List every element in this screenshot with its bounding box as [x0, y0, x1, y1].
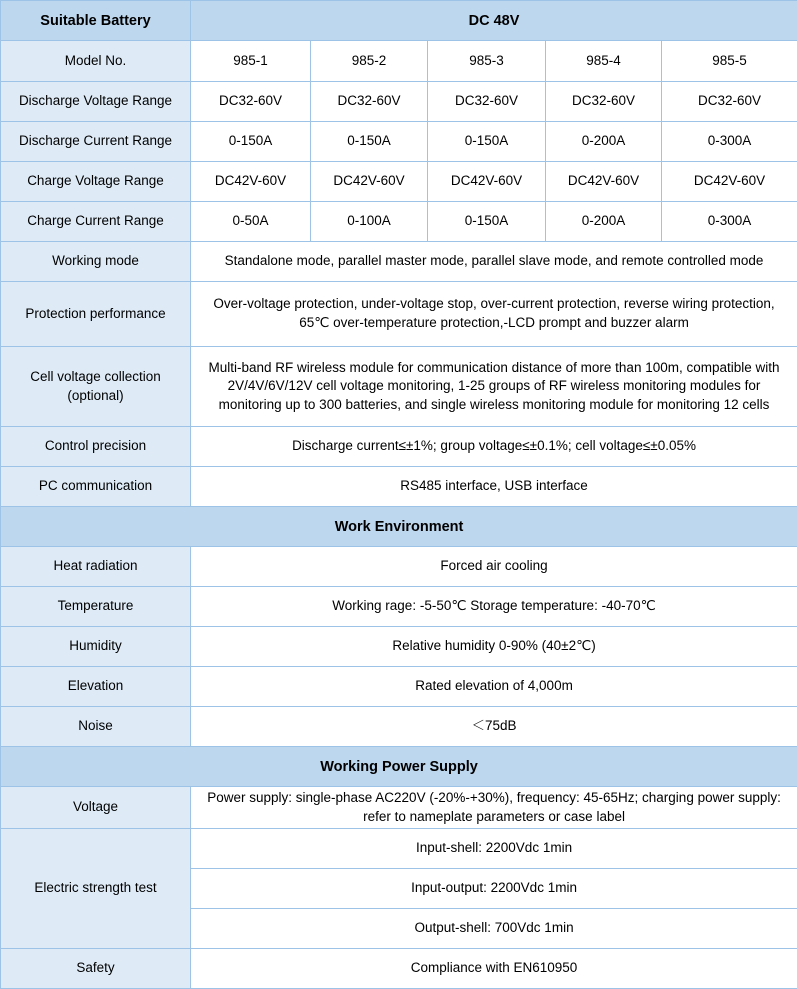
charge-current-value-3: 0-150A [428, 202, 546, 242]
discharge-current-value-4: 0-200A [546, 122, 662, 162]
heat-radiation-label: Heat radiation [1, 547, 191, 587]
row-voltage [1, 787, 797, 829]
discharge-voltage-value-2: DC32-60V [311, 82, 428, 122]
row-protection-performance [1, 282, 797, 347]
temperature-value: Working rage: -5-50℃ Storage temperature: -40-70℃ [191, 587, 797, 627]
suitable-battery-header: Suitable Battery [1, 1, 191, 41]
working-mode-label: Working mode [1, 242, 191, 282]
discharge-current-value-2: 0-150A [311, 122, 428, 162]
charge-voltage-value-5: DC42V-60V [662, 162, 797, 202]
row-safety [1, 949, 797, 989]
charge-current-value-2: 0-100A [311, 202, 428, 242]
dc-48v-header: DC 48V [191, 1, 797, 41]
discharge-voltage-value-5: DC32-60V [662, 82, 797, 122]
elevation-label: Elevation [1, 667, 191, 707]
cell-voltage-collection-label: Cell voltage collection (optional) [1, 347, 191, 427]
safety-value: Compliance with EN610950 [191, 949, 797, 989]
safety-label: Safety [1, 949, 191, 989]
charge-voltage-value-2: DC42V-60V [311, 162, 428, 202]
charge-current-value-4: 0-200A [546, 202, 662, 242]
electric-strength-test-value-2: Input-output: 2200Vdc 1min [191, 869, 797, 909]
pc-communication-value: RS485 interface, USB interface [191, 467, 797, 507]
discharge-voltage-value-4: DC32-60V [546, 82, 662, 122]
row-model-no [1, 41, 797, 82]
discharge-current-value-3: 0-150A [428, 122, 546, 162]
row-charge-current-range [1, 202, 797, 242]
humidity-value: Relative humidity 0-90% (40±2℃) [191, 627, 797, 667]
working-power-supply-header: Working Power Supply [1, 747, 797, 787]
working-mode-value: Standalone mode, parallel master mode, parallel slave mode, and remote controlled mode [191, 242, 797, 282]
model-no-value-4: 985-4 [546, 41, 662, 82]
row-suitable-battery [1, 1, 797, 41]
pc-communication-label: PC communication [1, 467, 191, 507]
work-environment-header: Work Environment [1, 507, 797, 547]
voltage-value: Power supply: single-phase AC220V (-20%-+30%), frequency: 45-65Hz; charging power supply: refer to nameplate parameters or case label [191, 787, 797, 829]
model-no-value-2: 985-2 [311, 41, 428, 82]
row-noise [1, 707, 797, 747]
row-working-mode [1, 242, 797, 282]
discharge-current-label: Discharge Current Range [1, 122, 191, 162]
charge-voltage-value-4: DC42V-60V [546, 162, 662, 202]
row-pc-communication [1, 467, 797, 507]
charge-current-label: Charge Current Range [1, 202, 191, 242]
discharge-voltage-value-3: DC32-60V [428, 82, 546, 122]
row-elevation [1, 667, 797, 707]
charge-voltage-value-3: DC42V-60V [428, 162, 546, 202]
elevation-value: Rated elevation of 4,000m [191, 667, 797, 707]
electric-strength-test-value-3: Output-shell: 700Vdc 1min [191, 909, 797, 949]
discharge-current-value-1: 0-150A [191, 122, 311, 162]
model-no-value-3: 985-3 [428, 41, 546, 82]
charge-current-value-5: 0-300A [662, 202, 797, 242]
voltage-label: Voltage [1, 787, 191, 829]
row-cell-voltage-collection [1, 347, 797, 427]
row-humidity [1, 627, 797, 667]
protection-performance-value: Over-voltage protection, under-voltage stop, over-current protection, reverse wiring protection, 65℃ over-temperature protection,-LCD prompt and buzzer alarm [191, 282, 797, 347]
noise-value: ＜75dB [191, 707, 797, 747]
row-control-precision [1, 427, 797, 467]
model-no-value-5: 985-5 [662, 41, 797, 82]
discharge-voltage-label: Discharge Voltage Range [1, 82, 191, 122]
control-precision-label: Control precision [1, 427, 191, 467]
row-charge-voltage-range [1, 162, 797, 202]
model-no-label: Model No. [1, 41, 191, 82]
cell-voltage-collection-value: Multi-band RF wireless module for communication distance of more than 100m, compatible with 2V/4V/6V/12V cell voltage monitoring, 1-25 groups of RF wireless monitoring modules for monitoring up to 300 batteries, and single wireless monitoring module for monitoring 12 cells [191, 347, 797, 427]
charge-voltage-label: Charge Voltage Range [1, 162, 191, 202]
section-working-power-supply [1, 747, 797, 787]
noise-label: Noise [1, 707, 191, 747]
row-discharge-voltage-range [1, 82, 797, 122]
control-precision-value: Discharge current≤±1%; group voltage≤±0.1%; cell voltage≤±0.05% [191, 427, 797, 467]
electric-strength-test-value-1: Input-shell: 2200Vdc 1min [191, 829, 797, 869]
temperature-label: Temperature [1, 587, 191, 627]
charge-voltage-value-1: DC42V-60V [191, 162, 311, 202]
row-discharge-current-range [1, 122, 797, 162]
discharge-voltage-value-1: DC32-60V [191, 82, 311, 122]
electric-strength-test-label: Electric strength test [1, 829, 191, 949]
charge-current-value-1: 0-50A [191, 202, 311, 242]
heat-radiation-value: Forced air cooling [191, 547, 797, 587]
row-heat-radiation [1, 547, 797, 587]
protection-performance-label: Protection performance [1, 282, 191, 347]
humidity-label: Humidity [1, 627, 191, 667]
row-temperature [1, 587, 797, 627]
discharge-current-value-5: 0-300A [662, 122, 797, 162]
section-work-environment [1, 507, 797, 547]
model-no-value-1: 985-1 [191, 41, 311, 82]
row-electric-strength-test-1 [1, 829, 797, 869]
